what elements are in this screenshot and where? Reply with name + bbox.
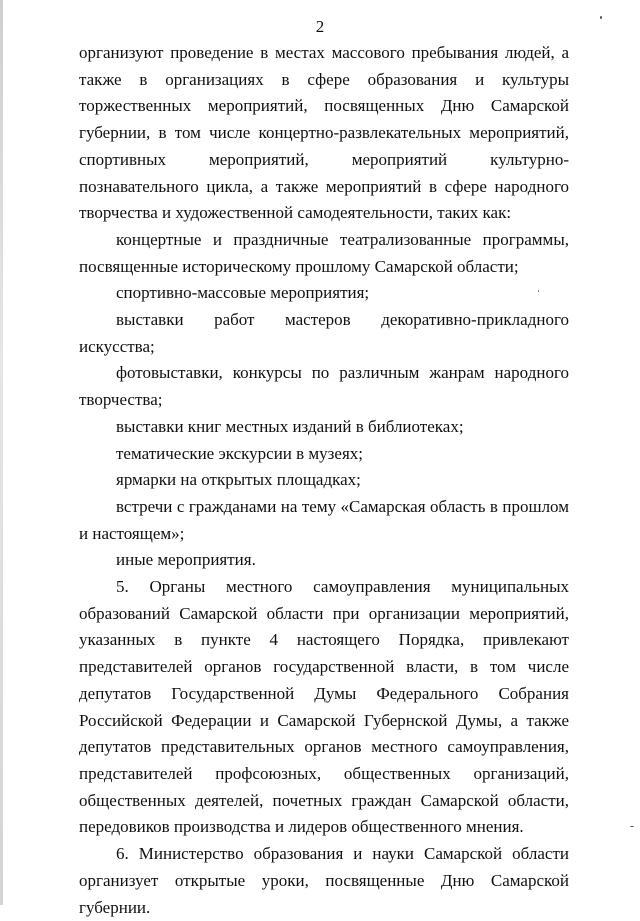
list-item-fairs: ярмарки на открытых площадках; [116, 470, 361, 490]
list-item-museum-excursions: тематические экскурсии в музеях; [116, 443, 363, 463]
list-item-concert-programs: концертные и праздничные театрализованные программы, посвященные историческому прошлому Самарской области; [79, 229, 569, 276]
scan-edge-shadow [0, 0, 3, 905]
document-body [79, 40, 569, 921]
page-number: 2 [315, 17, 325, 36]
list-item-craft-exhibitions: выставки работ мастеров декоративно-прикладного искусства; [79, 310, 569, 356]
scan-speck [630, 826, 634, 827]
list-item-citizen-meetings: встречи с гражданами на тему «Самарская область в прошлом и настоящем»; [79, 496, 569, 543]
scan-speck [538, 290, 539, 292]
list-item-book-exhibitions: выставки книг местных изданий в библиотеках; [116, 416, 464, 436]
scan-speck [600, 16, 602, 19]
paragraph-section-5: 5. Органы местного самоуправления муниципальных образований Самарской области при организации мероприятий, указанных в пункте 4 настоящего Порядка, привлекают представителей органов государственной власти, в том числе депутатов Государственной Думы Федерального Собрания Российской Федерации и Самарской Губернской Думы, а также депутатов представительных органов местного самоуправления, представителей профсоюзных, общественных организаций, общественных деятелей, почетных граждан Самарской области, передовиков производства и лидеров общественного мнения. [79, 577, 569, 837]
paragraph-intro: организуют проведение в местах массового пребывания людей, а также в организациях в сфере образования и культуры торжественных мероприятий, посвященных Дню Самарской губернии, в том числе концертно-развлекательных мероприятий, спортивных мероприятий, мероприятий культурно-познавательного цикла, а также мероприятий в сфере народного творчества и художественной самодеятельности, таких как: [79, 43, 569, 223]
list-item-sports-events: спортивно-массовые мероприятия; [116, 283, 370, 303]
paragraph-section-6: 6. Министерство образования и науки Самарской области организует открытые уроки, посвященные Дню Самарской губернии. [79, 844, 569, 917]
list-item-other-events: иные мероприятия. [116, 550, 256, 570]
list-item-photo-exhibitions: фотовыставки, конкурсы по различным жанрам народного творчества; [79, 363, 569, 410]
